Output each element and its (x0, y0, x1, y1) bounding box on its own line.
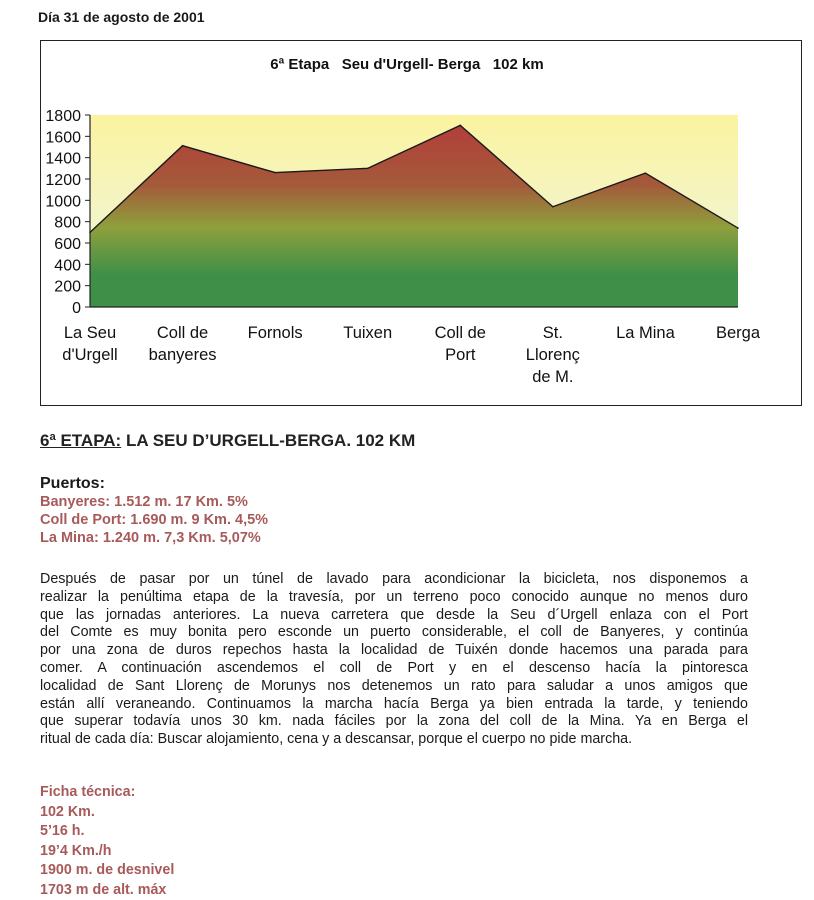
technical-item: 5’16 h. (40, 823, 85, 840)
technical-sheet-heading: Ficha técnica: (40, 784, 136, 800)
port-item: Banyeres: 1.512 m. 17 Km. 5% (40, 494, 248, 510)
elevation-chart (40, 40, 802, 406)
description-line: comer. A continuación ascendemos el coll de Port y en el descenso hacía la pintoresca (40, 659, 748, 676)
stage-title-prefix: 6ª ETAPA: (40, 431, 122, 450)
y-tick-label: 800 (54, 214, 81, 232)
y-tick-label: 400 (54, 257, 81, 275)
description-line: realizar la penúltima etapa de la travesía, por un terreno poco conocido aunque no menos duro (40, 588, 748, 605)
y-tick-label: 1000 (45, 193, 81, 211)
description-line: que las jornadas anteriores. La nueva carretera que desde la Seu d´Urgell enlaza con el Port (40, 606, 748, 623)
y-tick-label: 1400 (45, 150, 81, 168)
chart-title: 6ª Etapa Seu d'Urgell- Berga 102 km (270, 56, 544, 73)
elevation-point (367, 168, 369, 170)
stage-title-rest: LA SEU D’URGELL-BERGA. 102 KM (121, 431, 416, 450)
x-tick-label: Coll de Port (434, 324, 486, 364)
x-tick-label: St. Llorenç de M. (525, 324, 580, 386)
x-axis-labels (62, 324, 761, 386)
description-line: por una zona de duros repechos hasta la localidad de Tuixén donde hacemos una parada para (40, 642, 748, 659)
stage-description (40, 571, 748, 749)
technical-sheet (40, 783, 174, 900)
description-line: Después de pasar por un túnel de lavado para acondicionar la bicicleta, nos disponemos a (40, 571, 748, 587)
description-line: ritual de cada día: Buscar alojamiento, cena y a descansar, porque el cuerpo no pide marcha. (40, 731, 633, 748)
elevation-point (552, 206, 554, 208)
y-tick-label: 600 (54, 236, 81, 253)
ports-section (40, 475, 268, 547)
elevation-point (459, 125, 461, 127)
description-line: que superar todavía unos 30 km. nada fáciles por la zona del coll de la Mina. Ya en Berga el (40, 713, 748, 730)
x-tick-label: Berga (715, 324, 761, 342)
x-tick-label: La Mina (616, 324, 675, 342)
date-heading: Día 31 de agosto de 2001 (38, 9, 205, 25)
technical-item: 1900 m. de desnivel (40, 862, 175, 879)
x-tick-label: Coll de banyeres (148, 324, 217, 364)
elevation-profile-svg (41, 41, 800, 404)
port-item: La Mina: 1.240 m. 7,3 Km. 5,07% (40, 530, 261, 546)
y-tick-label: 200 (54, 278, 81, 296)
x-tick-label: Tuixen (343, 324, 393, 342)
elevation-point (274, 172, 276, 174)
x-tick-label: La Seu d'Urgell (62, 324, 118, 364)
y-axis-ticks (45, 108, 90, 317)
ports-heading: Puertos: (40, 475, 105, 492)
elevation-point (645, 172, 647, 174)
elevation-point (737, 227, 739, 229)
stage-title (40, 431, 415, 451)
y-tick-label: 1800 (45, 108, 81, 125)
description-line: localidad de Sant Llorenç de Morunys nos detenemos un rato para saludar a unos amigos que (40, 677, 748, 694)
port-item: Coll de Port: 1.690 m. 9 Km. 4,5% (40, 512, 269, 528)
x-tick-label: Fornols (247, 324, 303, 342)
technical-item: 19’4 Km./h (40, 842, 112, 859)
elevation-point (182, 145, 184, 147)
y-tick-label: 1600 (45, 129, 81, 147)
y-tick-label: 0 (72, 300, 81, 317)
technical-item: 102 Km. (40, 803, 95, 820)
description-line: del Comte es muy bonita pero esconde un puerto considerable, el coll de Banyeres, y continúa (40, 624, 748, 641)
technical-item: 1703 m de alt. máx (40, 881, 167, 898)
description-line: están allí veraneando. Continuamos la marcha hacía Berga ya bien entrada la tarde, y teniendo (40, 695, 748, 712)
y-tick-label: 1200 (45, 172, 81, 189)
